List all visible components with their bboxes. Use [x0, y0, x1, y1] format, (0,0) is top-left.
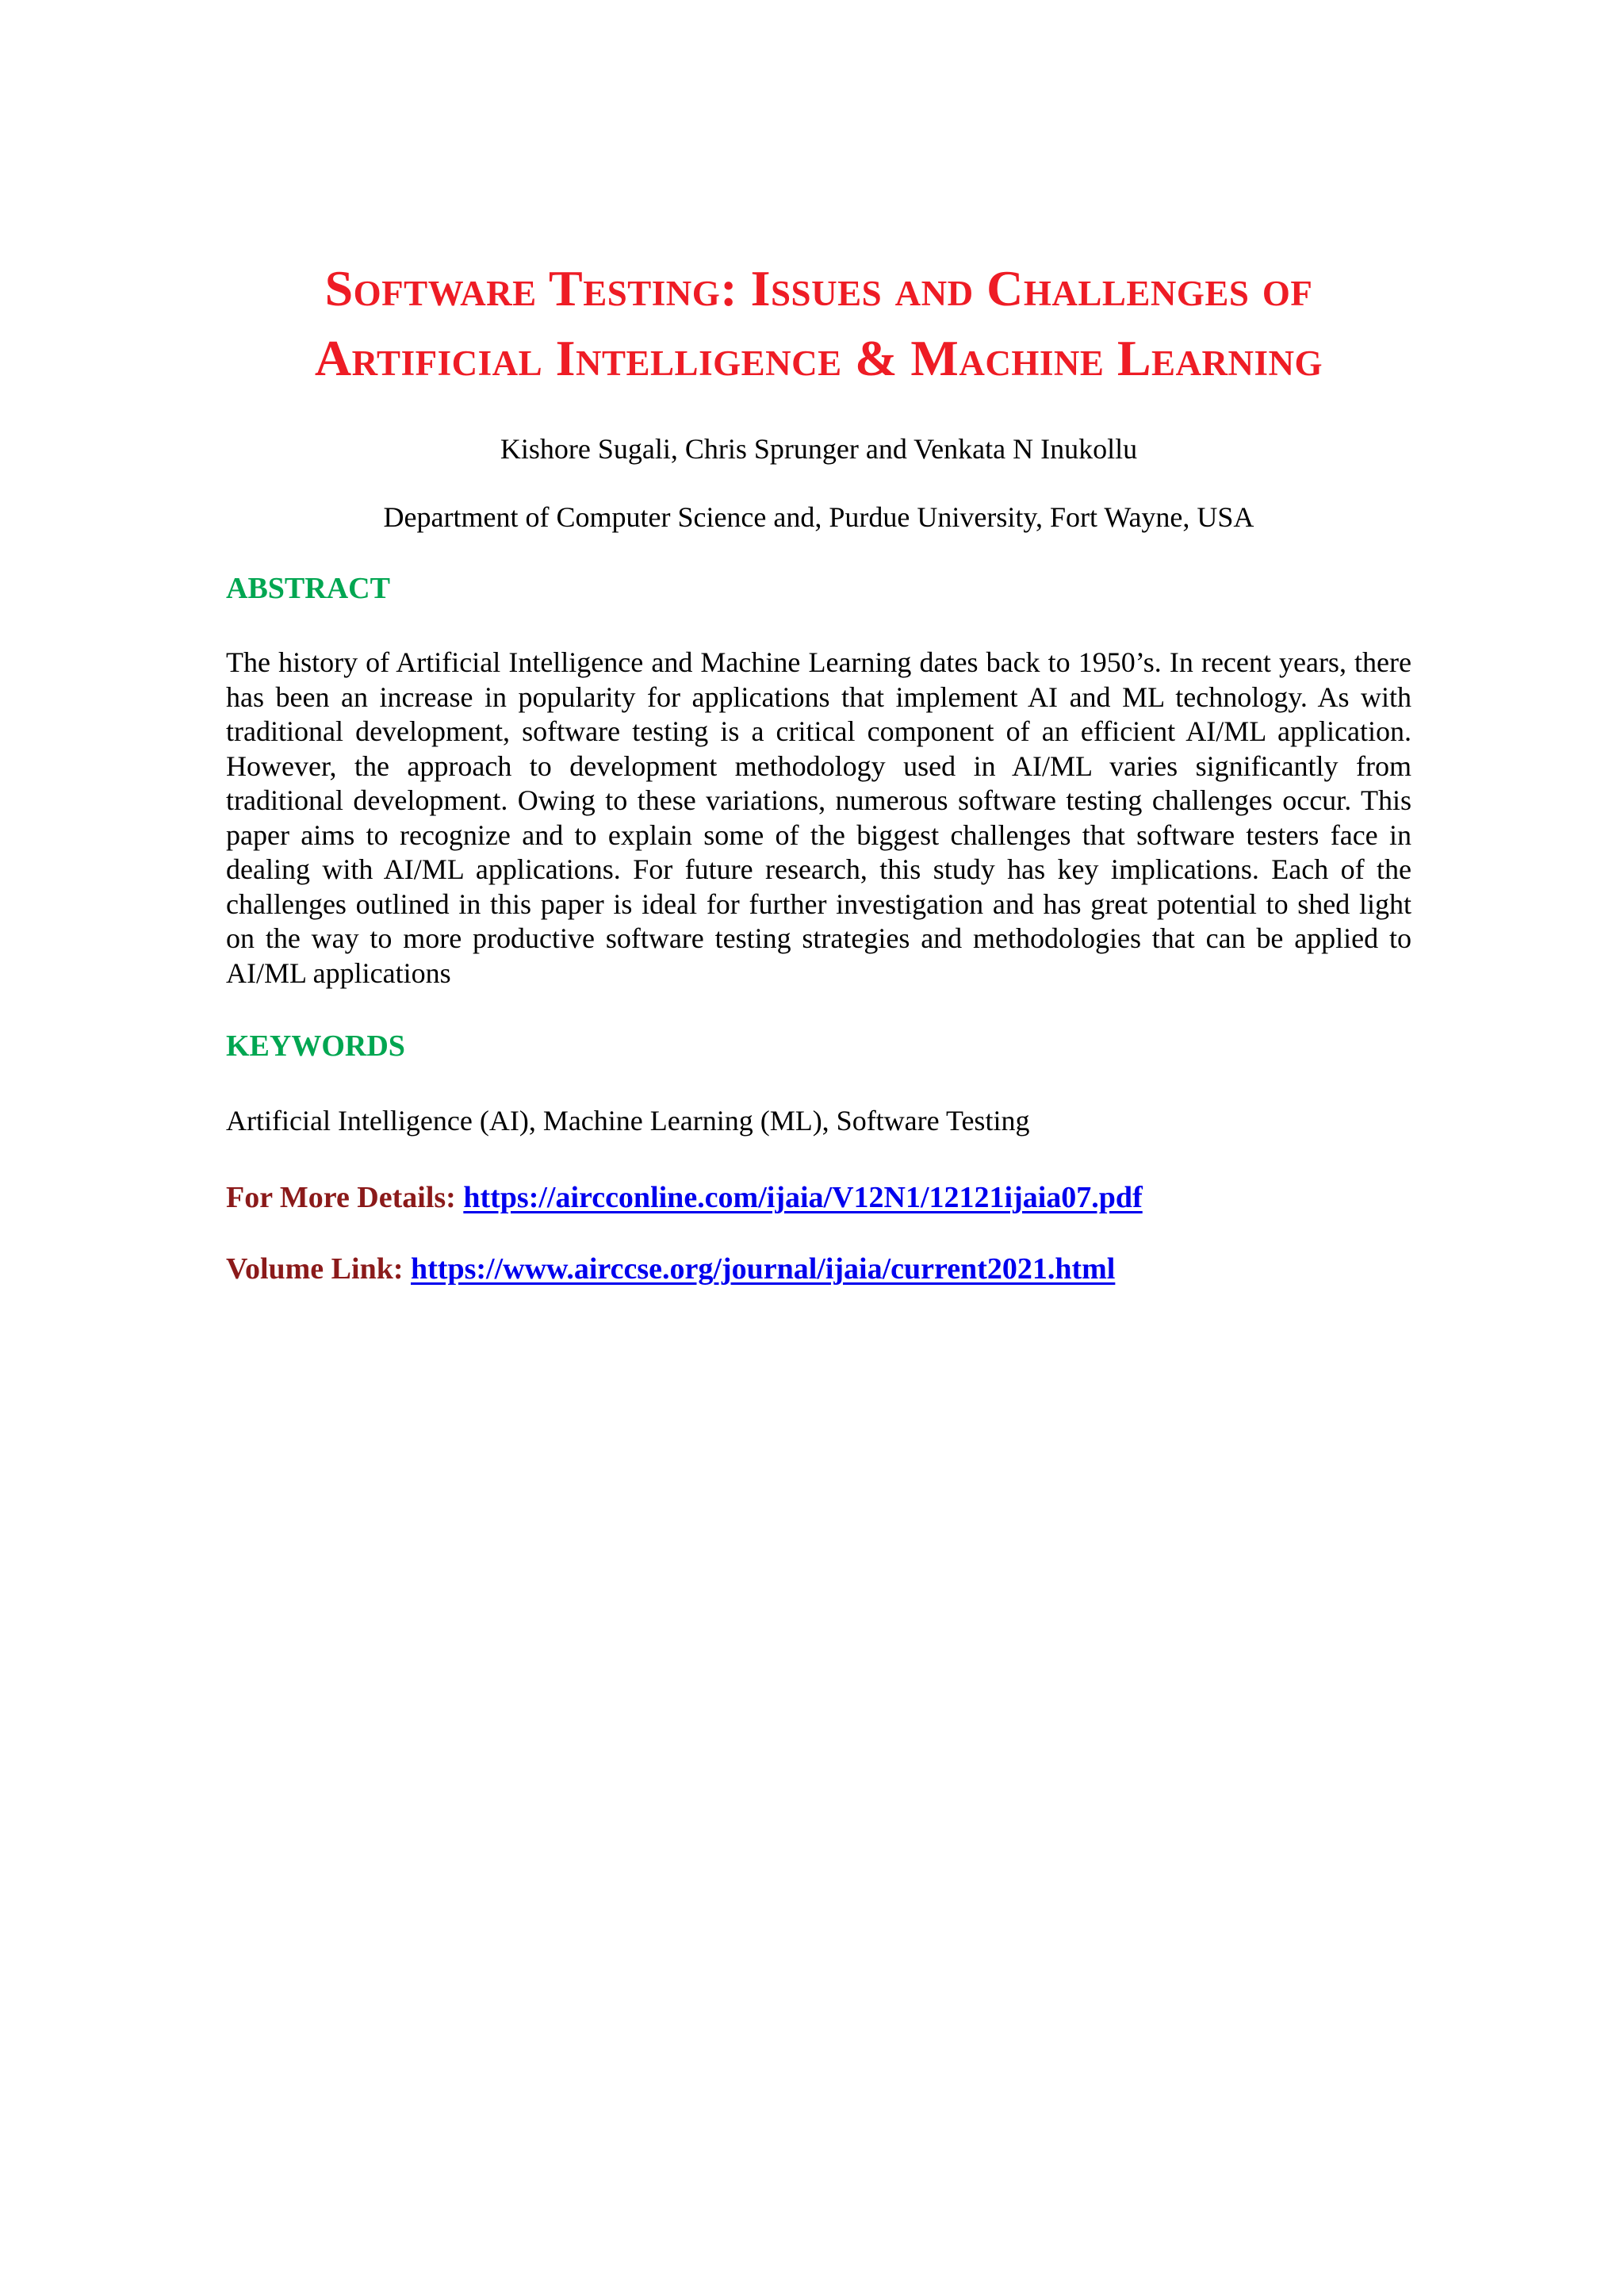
paper-authors: Kishore Sugali, Chris Sprunger and Venkata N Inukollu: [500, 433, 1138, 465]
paper-title: Software Testing: Issues and Challenges of Artificial Intelligence & Machine Learning: [314, 260, 1323, 386]
keywords-heading: KEYWORDS: [226, 1029, 405, 1063]
volume-link-line: [226, 1251, 1411, 1287]
more-details-label: For More Details:: [226, 1181, 456, 1214]
abstract-heading: ABSTRACT: [226, 572, 390, 605]
more-details-link[interactable]: https://aircconline.com/ijaia/V12N1/12121ijaia07.pdf: [463, 1181, 1143, 1214]
volume-link[interactable]: https://www.airccse.org/journal/ijaia/current2021.html: [411, 1252, 1116, 1286]
abstract-text: The history of Artificial Intelligence and Machine Learning dates back to 1950’s. In recent years, there has been an increase in popularity for applications that implement AI and ML technology. As with traditional development, software testing is a critical component of an efficient AI/ML application. However, the approach to development methodology used in AI/ML varies significantly from traditional development. Owing to these variations, numerous software testing challenges occur. This paper aims to recognize and to explain some of the biggest challenges that software testers face in dealing with AI/ML applications. For future research, this study has key implications. Each of the challenges outlined in this paper is ideal for further investigation and has great potential to shed light on the way to more productive software testing strategies and methodologies that can be applied to AI/ML applications: [226, 646, 1411, 989]
keywords-text: Artificial Intelligence (AI), Machine Learning (ML), Software Testing: [226, 1105, 1030, 1137]
paper-affiliation: Department of Computer Science and, Purdue University, Fort Wayne, USA: [383, 501, 1254, 533]
paper-content: [226, 254, 1411, 1287]
volume-link-label: Volume Link:: [226, 1252, 404, 1286]
more-details-line: [226, 1179, 1411, 1216]
